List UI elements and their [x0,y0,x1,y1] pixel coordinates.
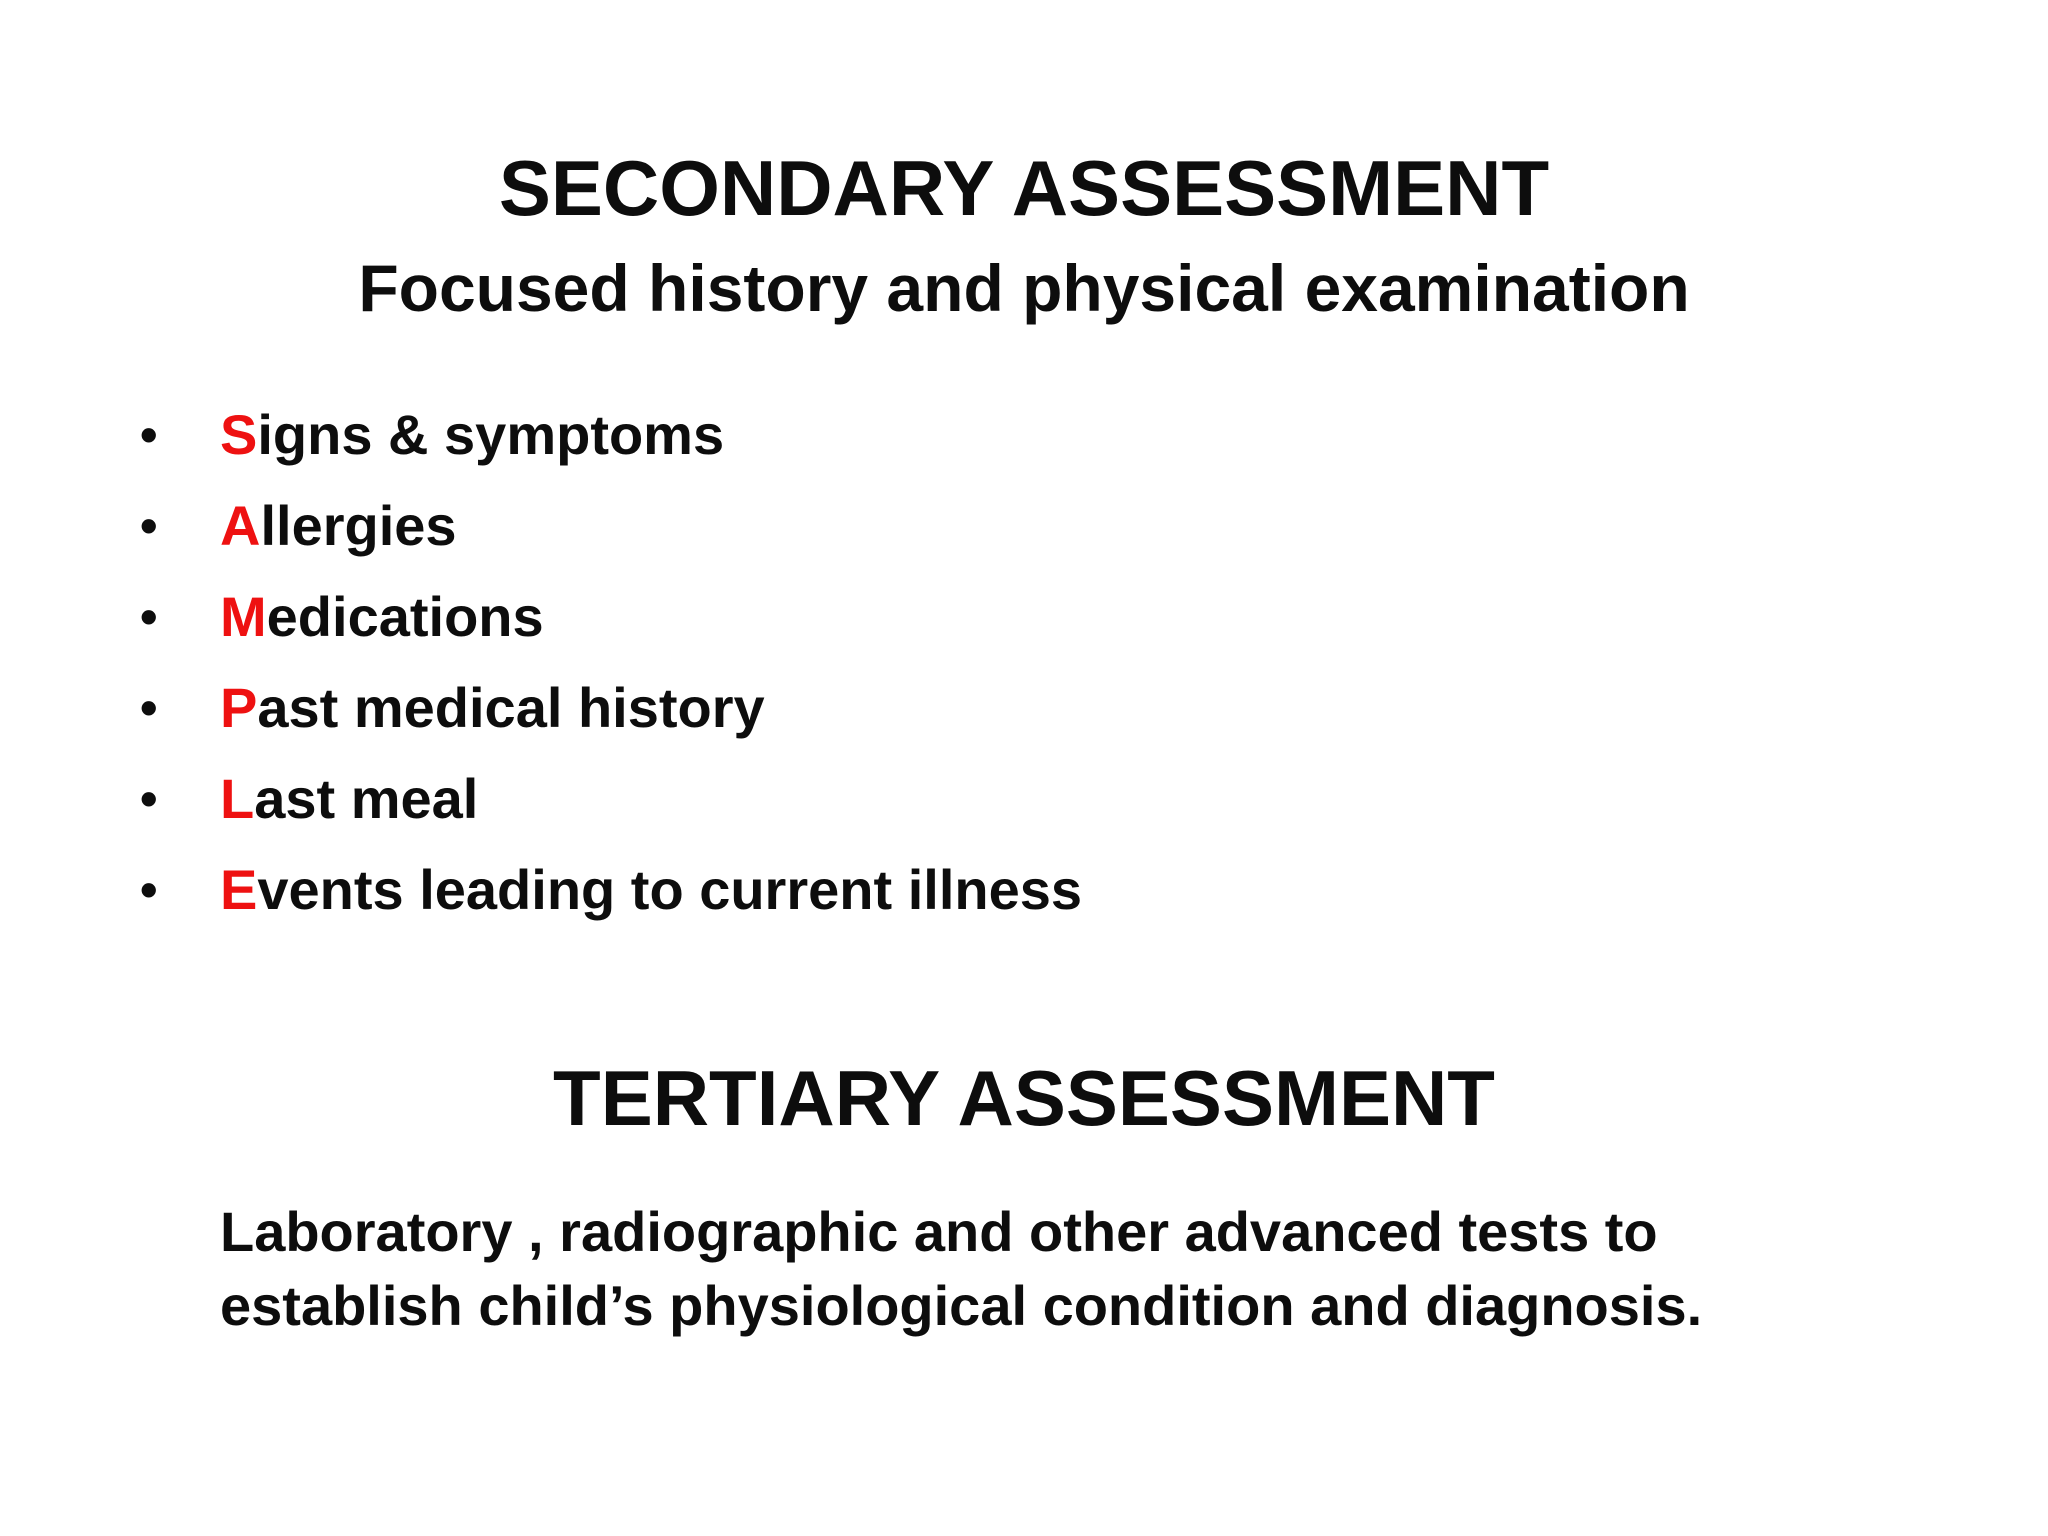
bullet-rest-text: igns & symptoms [257,403,725,466]
bullet-icon: • [140,680,158,736]
bullet-rest-text: vents leading to current illness [257,858,1083,921]
bullet-text [220,491,457,561]
tertiary-assessment-title: TERTIARY ASSESSMENT [553,1054,1495,1142]
acronym-initial: E [220,858,258,921]
bullet-text [220,400,724,470]
acronym-initial: L [220,767,255,830]
bullet-text [220,673,765,743]
bullet-rest-text: edications [266,585,544,648]
secondary-assessment-subtitle: Focused history and physical examination [358,251,1690,325]
bullet-icon: • [140,862,158,918]
bullet-text [220,582,544,652]
bullet-icon: • [140,498,158,554]
bullet-icon: • [140,407,158,463]
acronym-initial: A [220,494,261,557]
bullet-text [220,764,478,834]
tertiary-assessment-description [220,1195,1920,1343]
description-line-2: establish child’s physiological condition and diagnosis. [220,1274,1703,1337]
bullet-icon: • [140,771,158,827]
secondary-assessment-title: SECONDARY ASSESSMENT [498,144,1550,232]
bullet-rest-text: ast meal [254,767,479,830]
acronym-initial: P [220,676,258,739]
bullet-icon: • [140,589,158,645]
bullet-rest-text: llergies [260,494,457,557]
acronym-initial: S [220,403,258,466]
bullet-rest-text: ast medical history [257,676,765,739]
acronym-initial: M [220,585,267,648]
bullet-text [220,855,1082,925]
description-line-1: Laboratory , radiographic and other advanced tests to [220,1200,1658,1263]
